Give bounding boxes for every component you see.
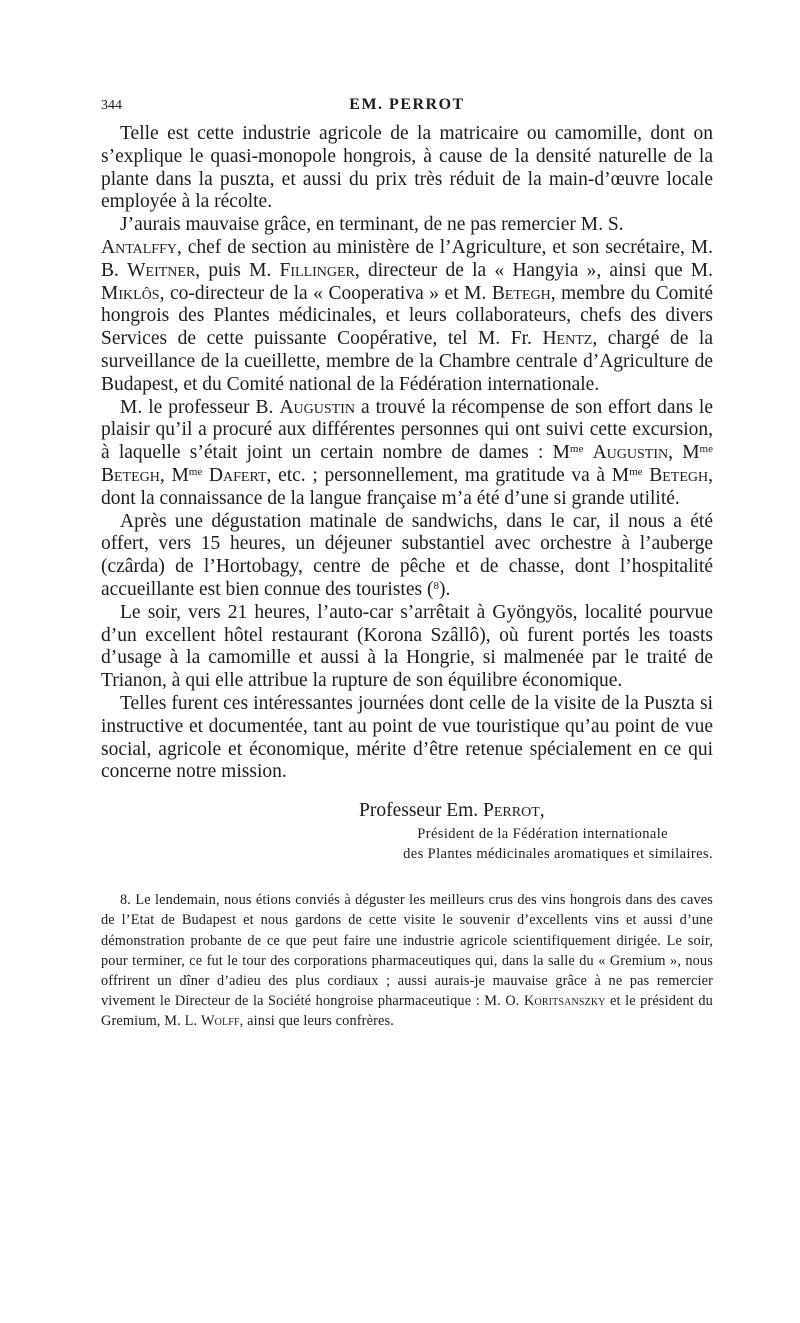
text-run: , dont la connaissance de la langue française m’a été d’une si grande utilité.	[101, 464, 714, 509]
person-name: Fillinger	[279, 259, 355, 281]
footnote-text: 8. Le lendemain, nous étions conviés à déguster les meilleurs crus des vins hongrois dans des caves de l’Etat de Budapest et nous gardons de cette visite le souvenir d’excellents vins et aussi d’une démonstration probante de ce que peut faire une industrie agricole scientifiquement dirigée. Le soir, pour terminer, ce fut le tour des corporations pharmaceutiques qui, dans la salle du « Gremium », nous offrirent un dîner d’adieu des plus cordiaux ; aussi aurais-je mauvaise grâce à ne pas remercier vivement le Directeur de la Société hongroise pharmaceutique : M. O.	[101, 892, 713, 1010]
footnote-ref: 8	[433, 579, 439, 592]
text-run: Après une dégustation matinale de sandwichs, dans le car, il nous a été offert, vers 15 heures, un déjeuner substantiel avec orchestre à l’auberge (czârda) de l’Hortobagy, centre de pêche et de chasse, dont l’hospitalité accueillante est bien connue des touristes (	[101, 510, 713, 600]
person-name: Dafert	[208, 464, 267, 486]
body-text	[101, 123, 713, 784]
text-run: , co-directeur de la « Cooperativa » et M.	[159, 282, 487, 304]
person-name: Betegh	[101, 464, 160, 486]
signature-suffix: ,	[539, 800, 545, 822]
person-name: Augustin	[279, 396, 355, 418]
person-name: Miklôs	[101, 282, 160, 304]
text-run: ).	[438, 578, 451, 600]
person-name: Antalffy	[101, 236, 177, 258]
superscript: me	[188, 465, 203, 478]
paragraph: Telle est cette industrie agricole de la matricaire ou camomille, dont on s’explique le quasi-monopole hongrois, à cause de la densité naturelle de la plante dans la puszta, et aussi du prix très réduit de la main-d’œuvre locale employée à la récolte.	[101, 123, 713, 213]
running-header	[101, 96, 713, 118]
footnote-text: , ainsi que leurs confrères.	[239, 1013, 394, 1030]
person-name: Weitner	[127, 259, 196, 281]
superscript: me	[629, 465, 643, 478]
text-run: , chargé de la surveillance de la cueillette, membre de la Chambre centrale d’Agriculture de Budapest, et du Comité national de la Fédération internationale.	[101, 328, 713, 395]
paragraph	[101, 511, 713, 602]
person-name: Augustin	[592, 442, 669, 464]
signature-prefix: Professeur Em.	[359, 800, 479, 822]
text-run: , etc. ; personnellement, ma gratitude va à M	[266, 464, 630, 486]
text-run: a trouvé la récompense de son effort dans le plaisir qu’il a procuré aux différentes personnes qui ont suivi cette excursion, à laquelle s’était joint un certain nombre de dames : M	[101, 396, 713, 464]
text-run: , chef de section au ministère de l’Agriculture, et son secrétaire, M. B.	[101, 236, 713, 281]
superscript: me	[699, 443, 713, 456]
person-name: Koritsanszky	[523, 993, 606, 1010]
text-run: , M	[668, 442, 700, 464]
paragraph: Telles furent ces intéressantes journées dont celle de la visite de la Puszta si instructive et documentée, tant au point de vue touristique qu’au point de vue social, agricole et économique, mérite d’être retenue spécialement en ce qui concerne notre mission.	[101, 692, 713, 783]
person-name: Hentz	[542, 328, 593, 350]
text-run: , directeur de la « Hangyia », ainsi que M.	[354, 259, 714, 281]
paragraph	[101, 214, 713, 396]
signature-block	[101, 798, 713, 864]
text-run: J’aurais mauvaise grâce, en terminant, de ne pas remercier M. S.	[120, 214, 624, 236]
signature-role-line-1: Président de la Fédération internationale	[417, 826, 668, 843]
book-page	[101, 96, 713, 1032]
paragraph: Le soir, vers 21 heures, l’auto-car s’arrêtait à Gyöngyös, localité pourvue d’un excellent hôtel restaurant (Korona Szâllô), où furent portés les toasts d’usage à la camomille et aussi à la Hongrie, si malmenée par le traité de Trianon, à qui elle attribue la rupture de son équilibre économique.	[101, 601, 713, 692]
person-name: Wolff	[200, 1013, 240, 1030]
text-run: , puis M.	[195, 259, 272, 281]
footnote	[101, 890, 713, 1031]
text-run: , M	[159, 464, 189, 486]
signature-role-line-2: des Plantes médicinales aromatiques et similaires.	[403, 846, 713, 863]
person-name: Betegh	[649, 464, 709, 486]
running-title: EM. PERROT	[349, 96, 465, 113]
person-name: Betegh	[491, 282, 551, 304]
superscript: me	[569, 443, 584, 456]
paragraph	[101, 397, 713, 511]
footnote-text: et le président du Gremium, M. L.	[101, 993, 713, 1030]
signature-name	[101, 798, 713, 824]
signature-surname: Perrot	[483, 800, 540, 822]
page-number: 344	[101, 98, 122, 113]
text-run: M. le professeur B.	[120, 396, 274, 418]
text-run: , membre du Comité hongrois des Plantes médicinales, et leurs collaborateurs, chefs des divers Services de cette puissante Coopérative, tel M. Fr.	[101, 282, 713, 350]
